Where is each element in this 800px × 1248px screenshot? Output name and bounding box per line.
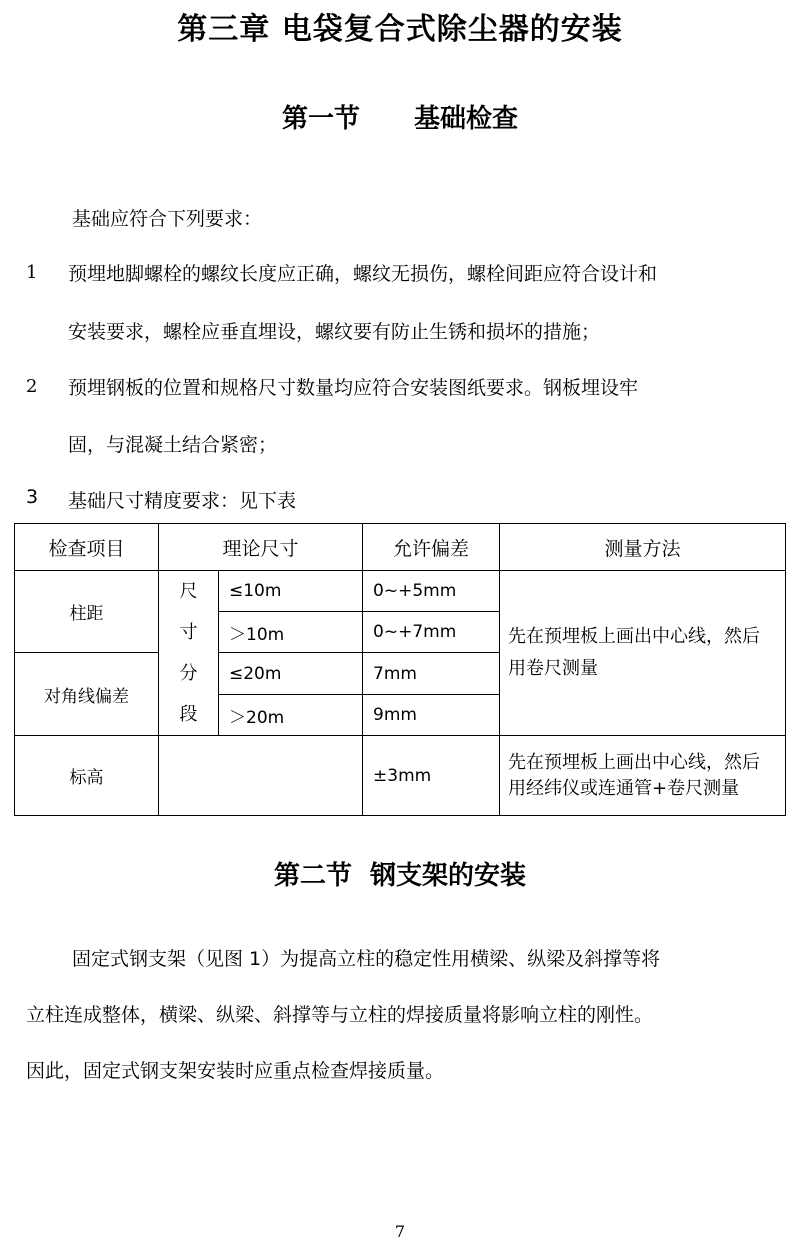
item-2-line-1: 预埋钢板的位置和规格尺寸数量均应符合安装图纸要求。钢板埋设牢 xyxy=(68,377,639,399)
size-cell: ≤20m xyxy=(219,653,363,695)
seg-char: 段 xyxy=(179,704,198,725)
section-1-number: 第一节 xyxy=(281,104,360,134)
table-header-row xyxy=(15,524,786,571)
size-cell: ＞10m xyxy=(219,612,363,653)
row-elevation-label: 标高 xyxy=(15,736,159,816)
intro-text: 基础应符合下列要求： xyxy=(72,208,263,230)
method-cell-b: 先在预埋板上画出中心线，然后用经纬仪或连通管+卷尺测量 xyxy=(500,736,786,816)
item-3-line-1: 基础尺寸精度要求：见下表 xyxy=(68,490,297,512)
section-2-name: 钢支架的安装 xyxy=(370,861,527,891)
header-method: 测量方法 xyxy=(500,524,786,571)
section-2-title xyxy=(0,855,800,892)
size-cell: ＞20m xyxy=(219,695,363,736)
tolerance-cell: 9mm xyxy=(363,695,500,736)
header-theoretical-size: 理论尺寸 xyxy=(159,524,363,571)
section-1-name: 基础检查 xyxy=(414,104,519,134)
section-2-line-3: 因此，固定式钢支架安装时应重点检查焊接质量。 xyxy=(26,1060,445,1082)
seg-char: 寸 xyxy=(179,622,198,643)
row-diagonal-label: 对角线偏差 xyxy=(15,653,159,736)
section-2-line-2: 立柱连成整体，横梁、纵梁、斜撑等与立柱的焊接质量将影响立柱的刚性。 xyxy=(26,1004,654,1026)
size-segment-label xyxy=(159,571,219,736)
table-row xyxy=(15,571,786,612)
seg-char: 尺 xyxy=(179,581,198,602)
row-column-spacing-label: 柱距 xyxy=(15,571,159,653)
item-2-line-2: 固，与混凝土结合紧密； xyxy=(68,434,278,456)
seg-char: 分 xyxy=(179,663,198,684)
elevation-tolerance-cell: ±3mm xyxy=(363,736,500,816)
chapter-title: 第三章 电袋复合式除尘器的安装 xyxy=(177,12,623,47)
header-tolerance: 允许偏差 xyxy=(363,524,500,571)
tolerance-cell: 0~+5mm xyxy=(363,571,500,612)
item-1-line-2: 安装要求，螺栓应垂直埋设，螺纹要有防止生锈和损坏的措施； xyxy=(68,321,601,343)
section-2-number: 第二节 xyxy=(273,861,352,891)
tolerance-cell: 7mm xyxy=(363,653,500,695)
size-cell: ≤10m xyxy=(219,571,363,612)
elevation-size-cell xyxy=(159,736,363,816)
item-3-number: 3 xyxy=(26,486,39,508)
item-1-number: 1 xyxy=(26,262,38,283)
item-2-number: 2 xyxy=(26,376,38,397)
tolerance-cell: 0~+7mm xyxy=(363,612,500,653)
foundation-tolerance-table xyxy=(14,523,786,816)
section-1-title xyxy=(0,98,800,135)
item-1-line-1: 预埋地脚螺栓的螺纹长度应正确，螺纹无损伤，螺栓间距应符合设计和 xyxy=(68,263,658,285)
page-number: 7 xyxy=(394,1222,406,1241)
section-2-line-1: 固定式钢支架（见图 1）为提高立柱的稳定性用横梁、纵梁及斜撑等将 xyxy=(72,948,661,970)
method-cell-a: 先在预埋板上画出中心线，然后用卷尺测量 xyxy=(500,571,786,736)
header-inspection-item: 检查项目 xyxy=(15,524,159,571)
table-row xyxy=(15,736,786,816)
